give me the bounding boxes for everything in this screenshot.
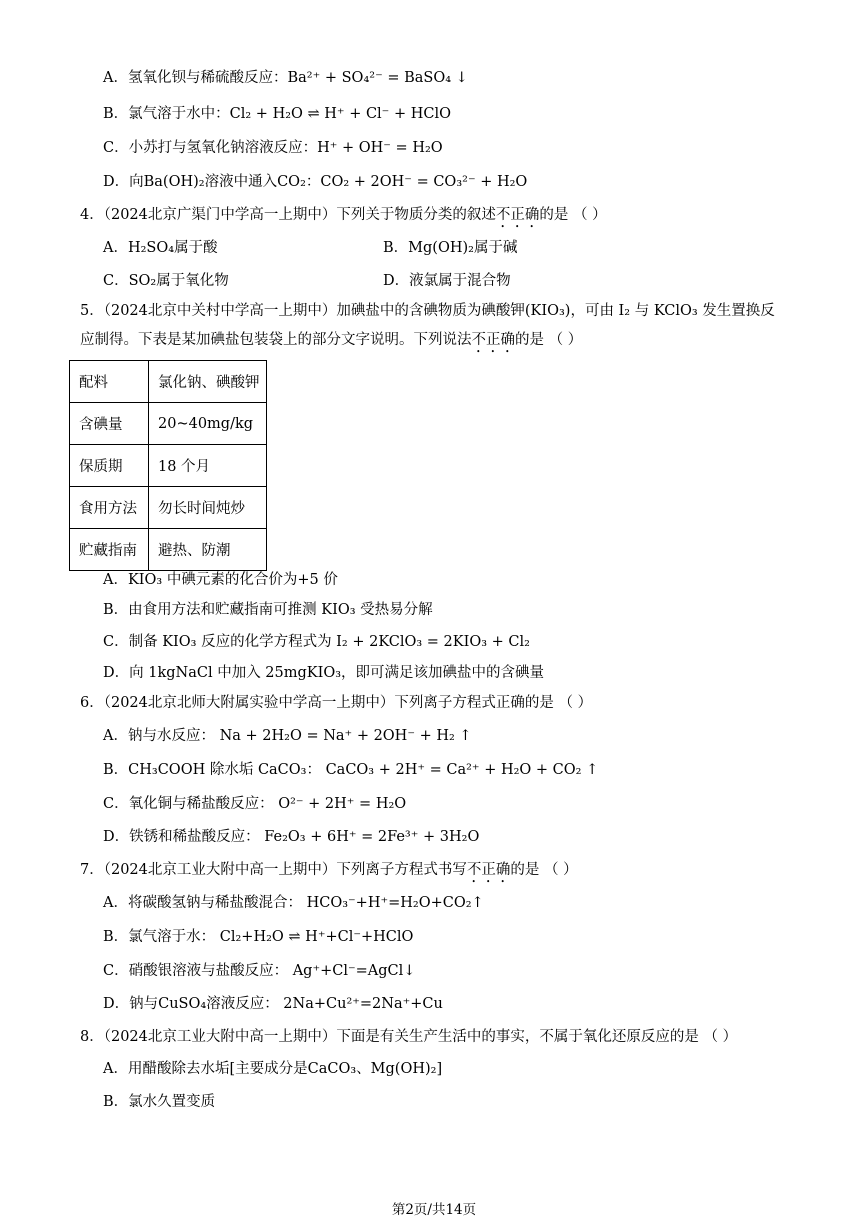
emphasis-text: 不正确 xyxy=(471,332,515,348)
equation: Ba²⁺ + SO₄²⁻ = BaSO₄ ↓ xyxy=(287,70,468,86)
q3-option-c xyxy=(103,138,443,158)
option-label: B．氯气溶于水中： xyxy=(103,106,230,122)
table-key: 保质期 xyxy=(70,445,149,487)
table-value: 18 个月 xyxy=(149,445,267,487)
table-key: 食用方法 xyxy=(70,487,149,529)
equation: CO₂ + 2OH⁻ = CO₃²⁻ + H₂O xyxy=(320,174,528,190)
q7-option-a: A．将碳酸氢钠与稀盐酸混合： HCO₃⁻+H⁺=H₂O+CO₂↑ xyxy=(103,895,484,911)
q8-option-b: B．氯水久置变质 xyxy=(103,1094,216,1110)
q7-option-c: C．硝酸银溶液与盐酸反应： Ag⁺+Cl⁻=AgCl↓ xyxy=(103,963,416,979)
emphasis-text: 不正确 xyxy=(495,207,540,223)
q5-stem-line2 xyxy=(80,330,582,356)
table-row xyxy=(70,445,267,487)
option-label: C．小苏打与氢氧化钠溶液反应： xyxy=(103,140,318,156)
q3-option-a xyxy=(103,68,468,88)
q6-stem: 6．（2024北京北师大附属实验中学高一上期中）下列离子方程式正确的是 （ ） xyxy=(80,695,593,711)
q4-option-d: D．液氯属于混合物 xyxy=(383,273,511,289)
q6-option-b: B．CH₃COOH 除水垢 CaCO₃： CaCO₃ + 2H⁺ = Ca²⁺ + H₂O + CO₂ ↑ xyxy=(103,762,599,778)
stem-text: 的是 （ ） xyxy=(515,332,583,348)
q7-option-b: B．氯气溶于水： Cl₂+H₂O ⇌ H⁺+Cl⁻+HClO xyxy=(103,929,414,945)
q5-option-a: A．KIO₃ 中碘元素的化合价为+5 价 xyxy=(103,572,338,588)
q6-option-a: A．钠与水反应： Na + 2H₂O = Na⁺ + 2OH⁻ + H₂ ↑ xyxy=(103,728,472,744)
stem-text: 4．（2024北京广渠门中学高一上期中）下列关于物质分类的叙述 xyxy=(80,207,496,223)
table-key: 贮藏指南 xyxy=(70,529,149,571)
option-label: D．向Ba(OH)₂溶液中通入CO₂： xyxy=(103,174,321,190)
stem-text: 的是 （ ） xyxy=(539,207,607,223)
q7-option-d: D．钠与CuSO₄溶液反应： 2Na+Cu²⁺=2Na⁺+Cu xyxy=(103,996,443,1012)
table-value: 勿长时间炖炒 xyxy=(149,487,267,529)
q5-option-d: D．向 1kgNaCl 中加入 25mgKIO₃，即可满足该加碘盐中的含碘量 xyxy=(103,665,545,681)
q5-option-b: B．由食用方法和贮藏指南可推测 KIO₃ 受热易分解 xyxy=(103,602,433,618)
table-value: 氯化钠、碘酸钾 xyxy=(149,361,267,403)
q4-option-a: A．H₂SO₄属于酸 xyxy=(103,240,218,256)
table-value: 避热、防潮 xyxy=(149,529,267,571)
q5-stem-line1: 5．（2024北京中关村中学高一上期中）加碘盐中的含碘物质为碘酸钾(KIO₃)，可由 I₂ 与 KClO₃ 发生置换反 xyxy=(80,303,775,319)
iodized-salt-table xyxy=(69,360,267,571)
q4-option-c: C．SO₂属于氧化物 xyxy=(103,273,229,289)
stem-text: 7．（2024北京工业大附中高一上期中）下列离子方程式书写 xyxy=(80,862,467,878)
q5-option-c: C．制备 KIO₃ 反应的化学方程式为 I₂ + 2KClO₃ = 2KIO₃ + Cl₂ xyxy=(103,634,530,650)
q8-stem: 8．（2024北京工业大附中高一上期中）下面是有关生产生活中的事实，不属于氧化还原反应的是 （ ） xyxy=(80,1029,738,1045)
option-label: A．氢氧化钡与稀硫酸反应： xyxy=(103,70,288,86)
stem-text: 的是 （ ） xyxy=(510,862,578,878)
q6-option-c: C．氧化铜与稀盐酸反应： O²⁻ + 2H⁺ = H₂O xyxy=(103,796,407,812)
q8-option-a: A．用醋酸除去水垢[主要成分是CaCO₃、Mg(OH)₂] xyxy=(103,1061,443,1077)
q3-option-b xyxy=(103,104,451,124)
equation: Cl₂ + H₂O ⇌ H⁺ + Cl⁻ + HClO xyxy=(229,106,451,122)
q7-stem xyxy=(80,860,578,886)
q4-option-b: B．Mg(OH)₂属于碱 xyxy=(383,240,518,256)
table-key: 配料 xyxy=(70,361,149,403)
q3-option-d xyxy=(103,172,527,192)
emphasis-text: 不正确 xyxy=(466,862,511,878)
table-value: 20~40mg/kg xyxy=(149,403,267,445)
table-key: 含碘量 xyxy=(70,403,149,445)
q6-option-d: D．铁锈和稀盐酸反应： Fe₂O₃ + 6H⁺ = 2Fe³⁺ + 3H₂O xyxy=(103,829,480,845)
q4-stem xyxy=(80,205,607,231)
equation: H⁺ + OH⁻ = H₂O xyxy=(317,140,443,156)
table-row xyxy=(70,529,267,571)
stem-text: 应制得。下表是某加碘盐包装袋上的部分文字说明。下列说法 xyxy=(80,332,472,348)
table-row xyxy=(70,403,267,445)
table-row xyxy=(70,361,267,403)
page-number: 第2页/共14页 xyxy=(391,1202,477,1218)
table-row xyxy=(70,487,267,529)
